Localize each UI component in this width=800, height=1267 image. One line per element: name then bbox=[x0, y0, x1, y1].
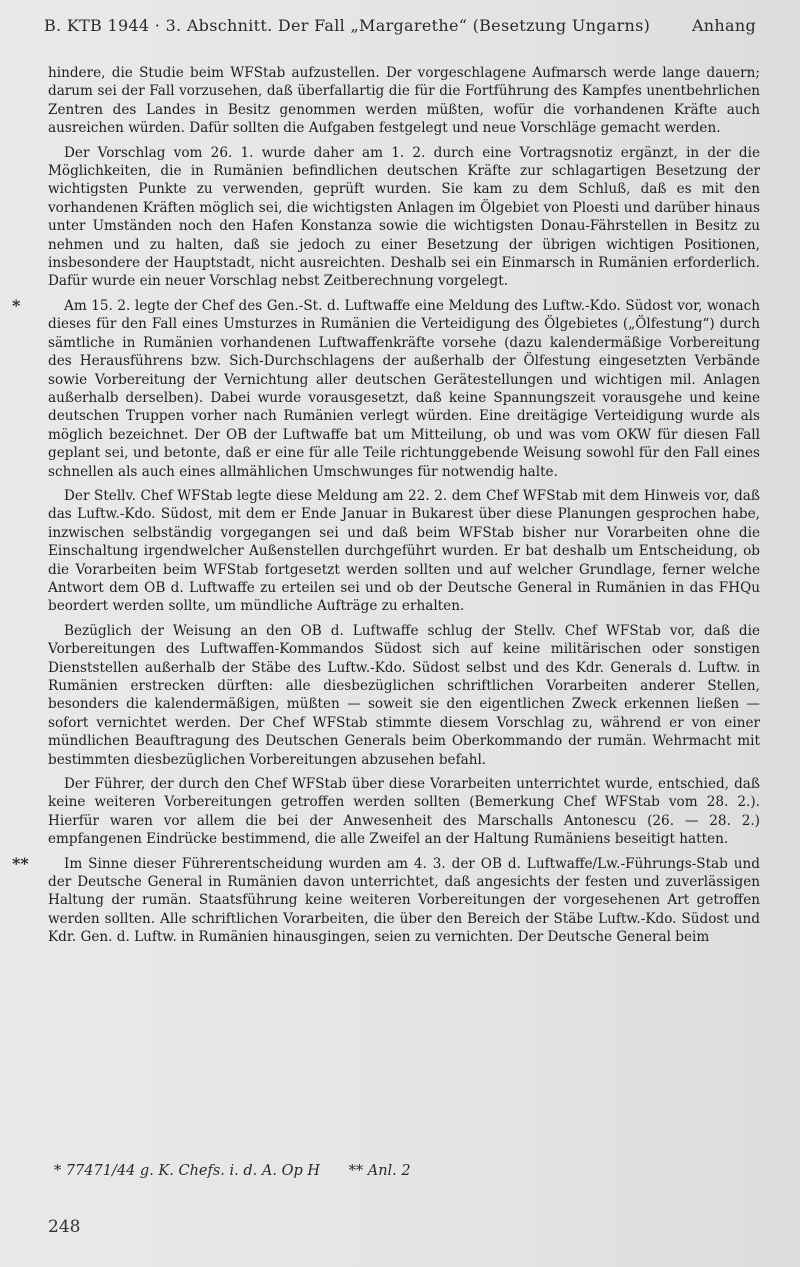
paragraph-text: Der Vorschlag vom 26. 1. wurde daher am 1. 2. durch eine Vortragsnotiz ergänzt, in der die Möglichkeiten, die in Rumänien befindlichen deutschen Kräfte zur schlagartigen Besetzung der wichtigsten Punkte zu verwenden, geprüft wurden. Sie kam zu dem Schluß, daß es mit den vorhandenen Kräften möglich sei, die wichtigsten Anlagen im Ölgebiet von Ploesti und darüber hinaus unter Umständen noch den Hafen Konstanza sowie die wichtigsten Donau-Fährstellen in Besitz zu nehmen und zu halten, daß sie jedoch zu einer Besetzung der übrigen wichtigen Positionen, insbesondere der Hauptstadt, nicht ausreichten. Deshalb sei ein Einmarsch in Rumänien erforderlich. Dafür wurde ein neuer Vorschlag nebst Zeitberechnung vorgelegt. bbox=[48, 144, 760, 290]
paragraph-text: Der Führer, der durch den Chef WFStab über diese Vorarbeiten unterrichtet wurde, entschied, daß keine weiteren Vorbereitungen getroffen werden sollten (Bemerkung Chef WFStab vom 28. 2.). Hierfür waren vor allem die bei der Anwesenheit des Marschalls Antonescu (26. — 28. 2.) empfangenen Eindrücke bestimmend, die alle Zweifel an der Haltung Rumäniens beseitigt hatten. bbox=[48, 776, 760, 848]
paragraph bbox=[12, 295, 760, 481]
paragraph-text: Der Stellv. Chef WFStab legte diese Meldung am 22. 2. dem Chef WFStab mit dem Hinweis vor, daß das Luftw.-Kdo. Südost, mit dem er Ende Januar in Bukarest über diese Planungen gesprochen habe, inzwischen selbständig vorgegangen sei und daß beim WFStab bisher nur Vorarbeiten ohne die Einschaltung irgendwelcher Außenstellen durchgeführt wurden. Er bat deshalb um Entscheidung, ob die Vorarbeiten beim WFStab fortgesetzt werden sollten und auf welcher Grundlage, ferner welche Antwort dem OB d. Luftwaffe zu erteilen sei und ob der Deutsche General in Rumänien in das FHQu beordert werden sollte, um mündliche Aufträge zu erhalten. bbox=[48, 487, 760, 615]
footnote-1: * 77471/44 g. K. Chefs. i. d. A. Op H bbox=[54, 1163, 320, 1179]
paragraph-text: hindere, die Studie beim WFStab aufzustellen. Der vorgeschlagene Aufmarsch werde lange dauern; darum sei der Fall vorzusehen, daß überfallartig die für die Fortführung des Kampfes unentbehrlichen Zentren des Landes in Besitz genommen werden müßten, wofür die vorhandenen Kräfte auch ausreichen würden. Dafür sollten die Aufgaben festgelegt und neue Vorschläge gemacht werden. bbox=[48, 65, 760, 137]
paragraph bbox=[48, 775, 760, 849]
paragraph bbox=[12, 853, 760, 947]
paragraph bbox=[48, 622, 760, 769]
header-title: B. KTB 1944 · 3. Abschnitt. Der Fall „Margarethe“ (Besetzung Ungarns) bbox=[44, 16, 651, 35]
paragraph-text: Bezüglich der Weisung an den OB d. Luftwaffe schlug der Stellv. Chef WFStab vor, daß die Vorbereitungen des Luftwaffen-Kommandos Südost sich auf keine militärischen oder sonstigen Dienststellen außerhalb der Stäbe des Luftw.-Kdo. Südost selbst und des Kdr. Generals d. Luftw. in Rumänien erstrecken dürften: alle diesbezüglichen schriftlichen Vorarbeiten anderer Stellen, besonders die kalendermäßigen, müßten — soweit sie den eigentlichen Zweck erkennen ließen — sofort vernichtet werden. Der Chef WFStab stimmte diesem Vorschlag zu, während er von einer mündlichen Beauftragung des Deutschen Generals beim Oberkommando der rumän. Wehrmacht mit bestimmten diesbezüglichen Vorbereitungen abzusehen befahl. bbox=[48, 622, 760, 768]
footnote-2: ** Anl. 2 bbox=[348, 1163, 411, 1179]
paragraph-text: Im Sinne dieser Führerentscheidung wurden am 4. 3. der OB d. Luftwaffe/Lw.-Führungs-Stab und der Deutsche General in Rumänien davon unterrichtet, daß angesichts der festen und zuverlässigen Haltung der rumän. Staatsführung keine weiteren Vorbereitungen der vorgesehenen Art getroffen werden sollten. Alle schriftlichen Vorarbeiten, die über den Bereich der Stäbe Luftw.-Kdo. Südost und Kdr. Gen. d. Luftw. in Rumänien hinausgingen, seien zu vernichten. Der Deutsche General beim bbox=[48, 855, 760, 946]
paragraph bbox=[48, 144, 760, 291]
footnote-marker: ** bbox=[12, 853, 29, 873]
paragraph bbox=[48, 487, 760, 616]
footnote-marker: * bbox=[12, 295, 21, 315]
paragraph bbox=[48, 64, 760, 138]
paragraph-text: Am 15. 2. legte der Chef des Gen.-St. d. Luftwaffe eine Meldung des Luftw.-Kdo. Südost vor, wonach dieses für den Fall eines Umsturzes in Rumänien die Verteidigung des Ölgebietes („Ölfestung“) durch sämtliche in Rumänien vorhandenen Luftwaffenkräfte vorsehe (dazu kalendermäßige Vorbereitung des Herausführens bzw. Sich-Durchschlagens der außerhalb der Ölfestung eingesetzten Verbände sowie Vorbereitung der Vernichtung aller deutschen Gerätestellungen und wichtigen mil. Anlagen außerhalb derselben). Dabei wurde vorausgesetzt, daß keine Spannungszeit vorausgehe und keine deutschen Truppen vorher nach Rumänien verlegt würden. Eine dreitägige Verteidigung wurde als möglich bezeichnet. Der OB der Luftwaffe bat um Mitteilung, ob und was vom OKW für diesen Fall geplant sei, und betonte, daß er eine für alle Teile richtunggebende Weisung sowohl für den Fall eines schnellen als auch eines allmählichen Umschwunges für notwendig halte. bbox=[48, 297, 760, 480]
body-text bbox=[12, 64, 760, 953]
page-number: 248 bbox=[48, 1217, 81, 1237]
header-section: Anhang bbox=[691, 16, 756, 35]
running-header bbox=[44, 16, 756, 46]
footnotes bbox=[54, 1163, 654, 1179]
